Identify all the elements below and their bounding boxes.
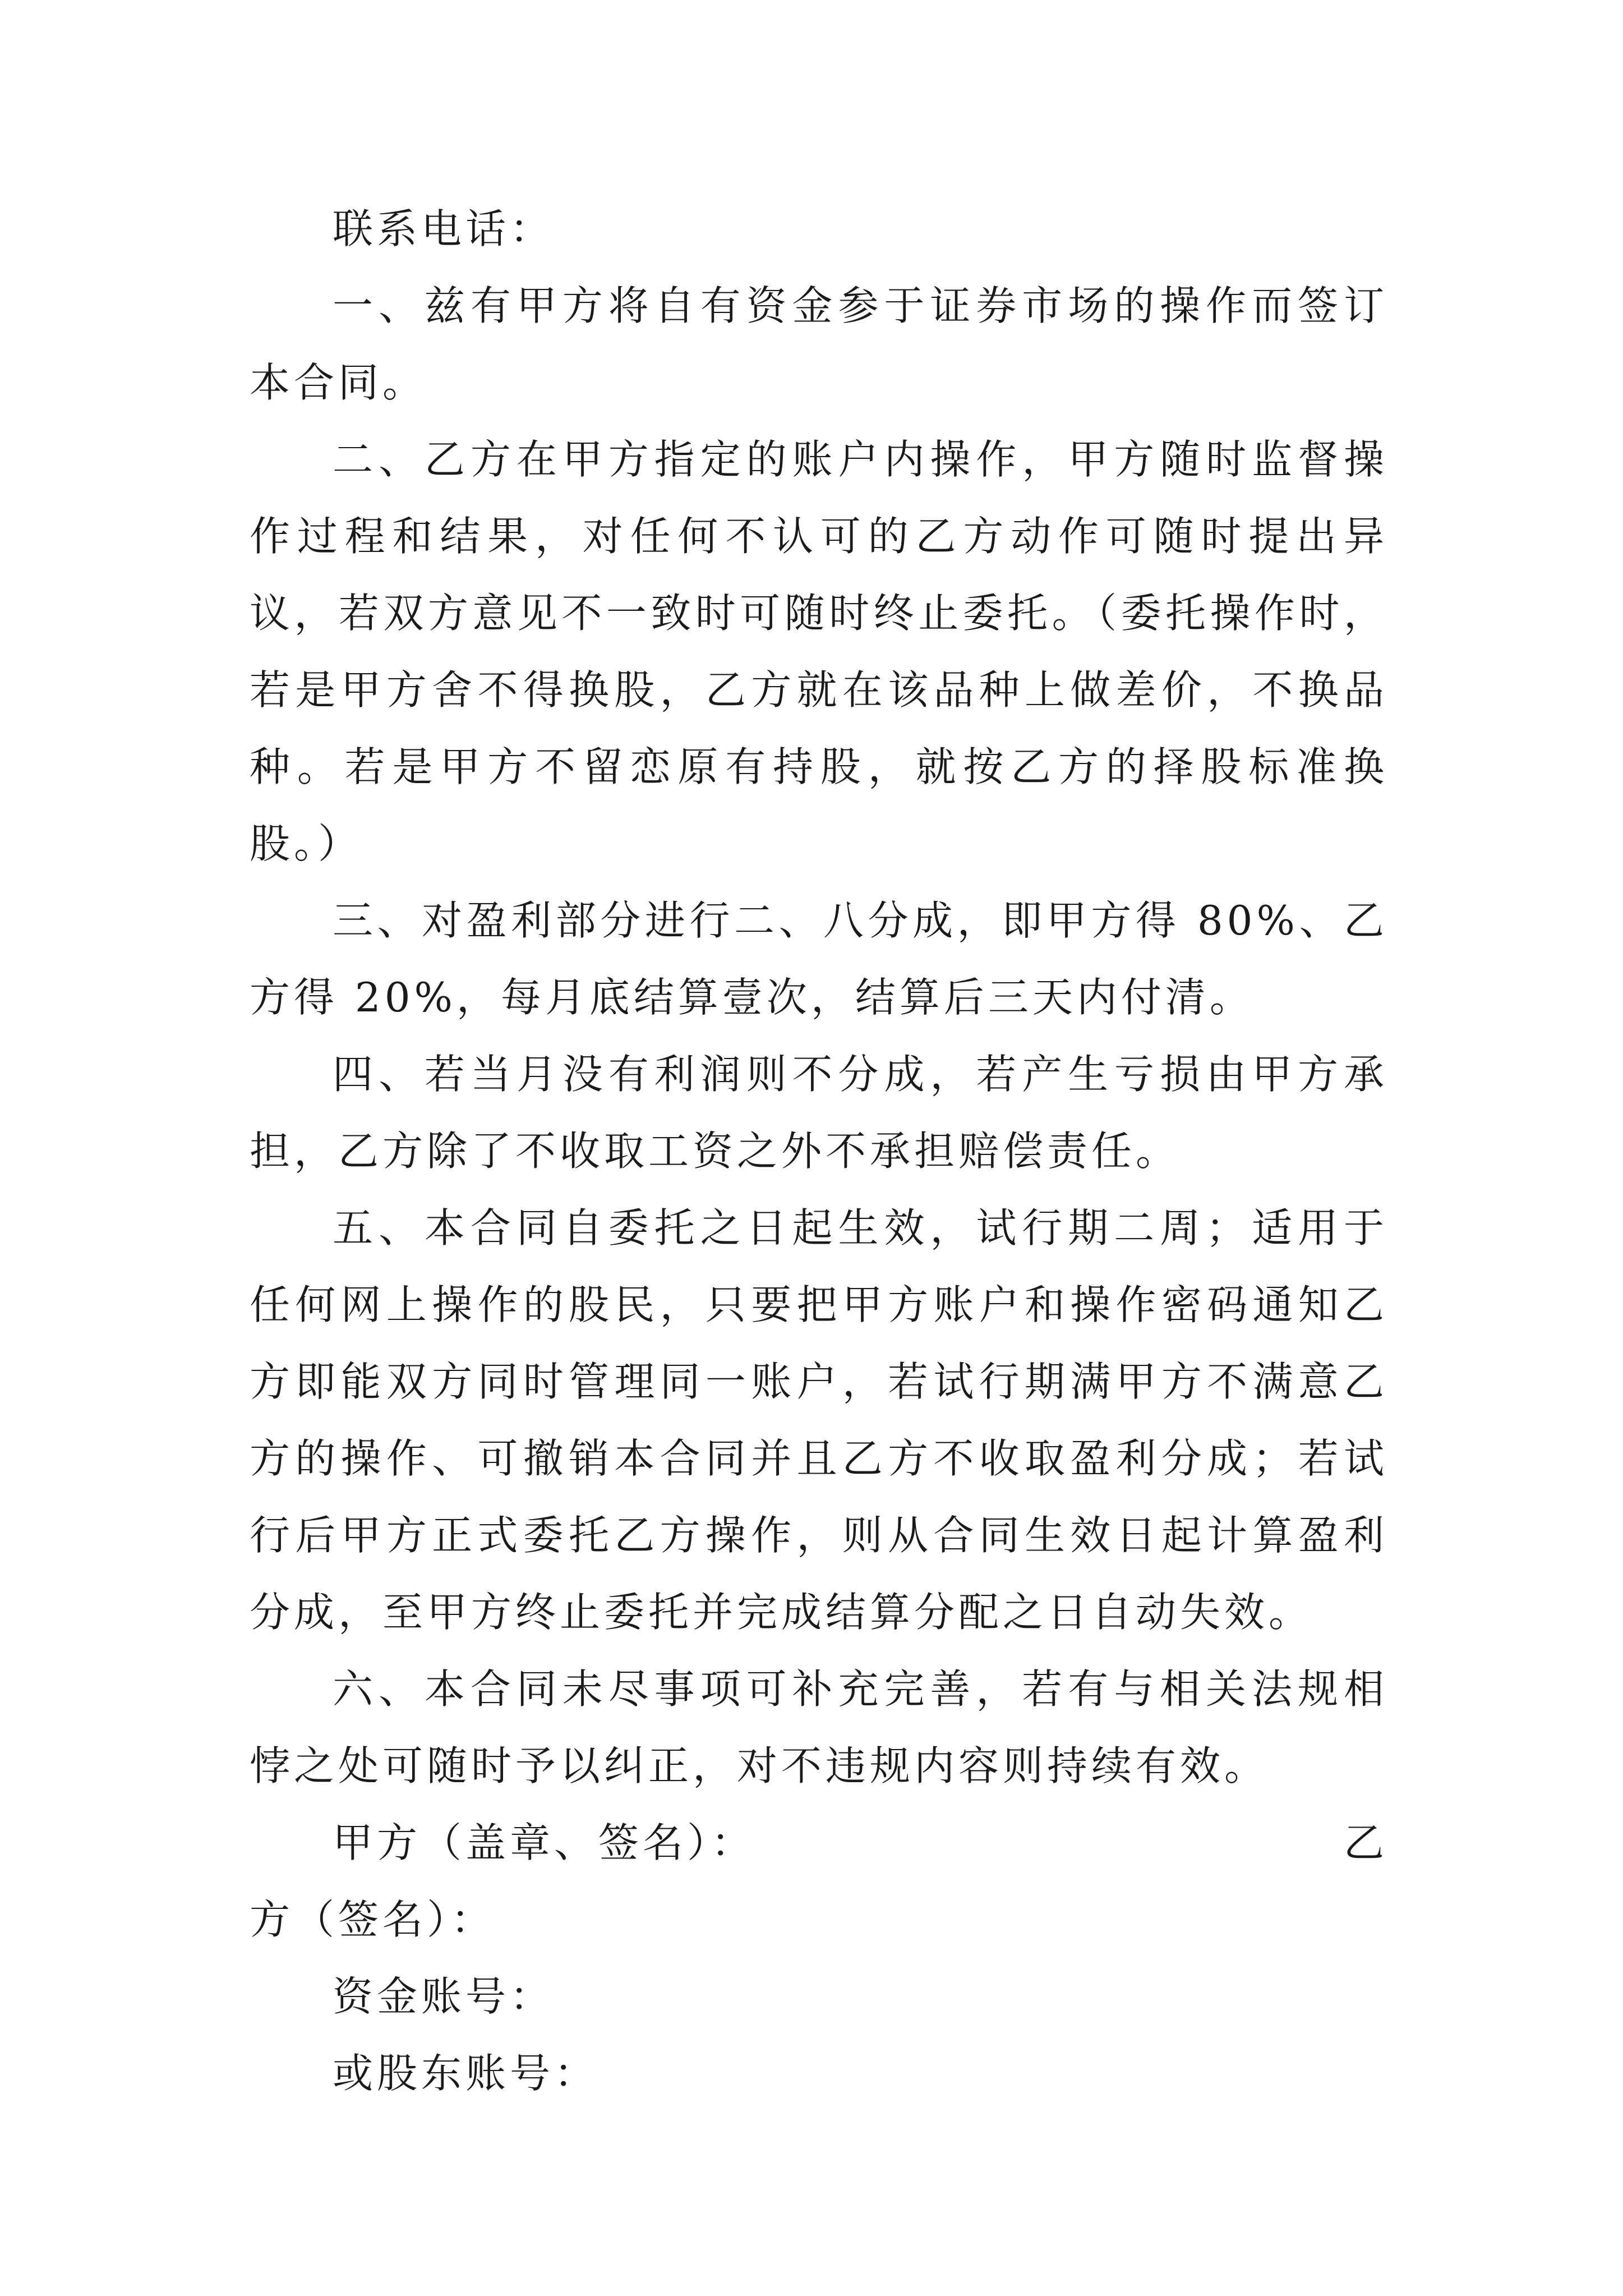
clause-6: 六、本合同未尽事项可补充完善，若有与相关法规相悖之处可随时予以纠正，对不违规内容则持续有效。 <box>250 1665 1388 1789</box>
shareholder-account-label: 或股东账号： <box>333 2050 599 2097</box>
party-b-signature-label-end: 方（签名）： <box>250 1896 496 1943</box>
party-a-signature-label: 甲方（盖章、签名）： <box>333 1819 756 1866</box>
signature-row <box>250 1805 1388 1881</box>
clause-3: 三、对盈利部分进行二、八分成，即甲方得 80%、乙方得 20%，每月底结算壹次，结算后三天内付清。 <box>250 897 1388 1021</box>
fund-account-label: 资金账号： <box>333 1973 555 2020</box>
contact-phone-label: 联系电话： <box>333 205 555 252</box>
party-b-signature-label-start: 乙 <box>1343 1819 1388 1866</box>
clause-1: 一、兹有甲方将自有资金参于证券市场的操作而签订本合同。 <box>250 282 1388 406</box>
clause-5: 五、本合同自委托之日起生效，试行期二周；适用于任何网上操作的股民，只要把甲方账户和操作密码通知乙方即能双方同时管理同一账户，若试行期满甲方不满意乙方的操作、可撤销本合同并且乙方不收取盈利分成；若试行后甲方正式委托乙方操作，则从合同生效日起计算盈利分成，至甲方终止委托并完成结算分配之日自动失效。 <box>250 1204 1388 1636</box>
contract-page <box>250 191 1388 2112</box>
clause-4: 四、若当月没有利润则不分成，若产生亏损由甲方承担，乙方除了不收取工资之外不承担赔偿责任。 <box>250 1051 1388 1175</box>
clause-2: 二、乙方在甲方指定的账户内操作，甲方随时监督操作过程和结果，对任何不认可的乙方动作可随时提出异议，若双方意见不一致时可随时终止委托。（委托操作时，若是甲方舍不得换股，乙方就在该品种上做差价，不换品种。若是甲方不留恋原有持股，就按乙方的择股标准换股。） <box>250 436 1388 867</box>
